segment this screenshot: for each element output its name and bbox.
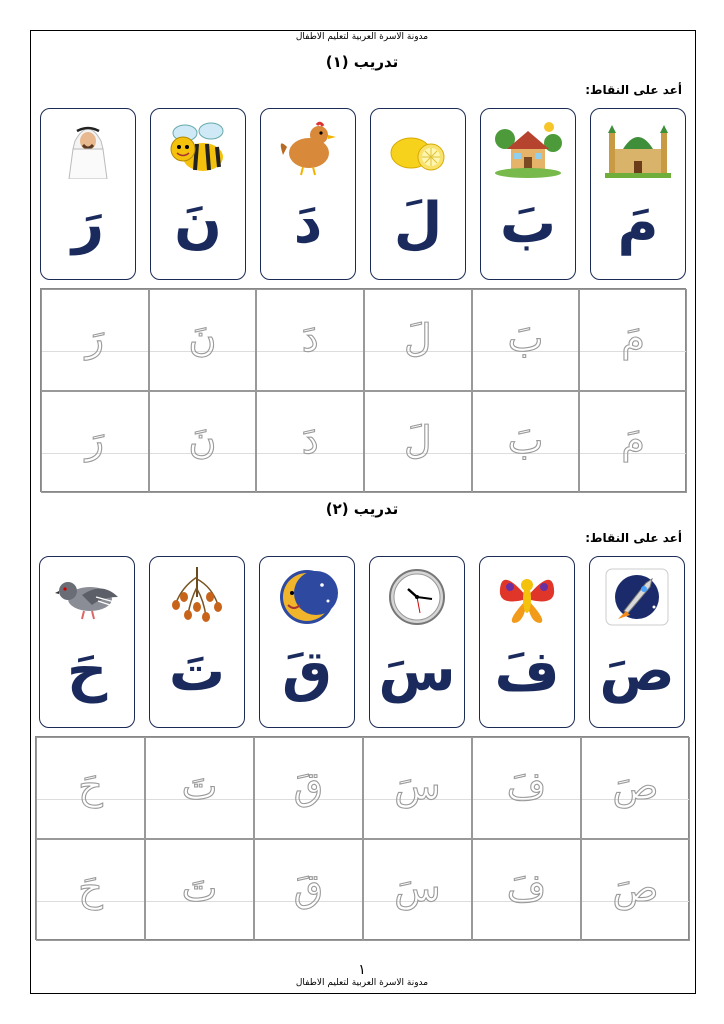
dotted-letter: نَ <box>188 418 217 463</box>
dotted-letter: بَ <box>507 418 544 463</box>
dotted-letter: صَ <box>612 866 659 911</box>
man-icon <box>53 119 123 179</box>
dotted-letter: مَ <box>621 418 645 463</box>
letter-card <box>260 108 356 280</box>
dotted-letter: دَ <box>301 418 319 463</box>
dotted-letter: رَ <box>85 418 104 463</box>
chicken-icon <box>273 119 343 179</box>
card-letter: فَ <box>494 639 560 704</box>
dotted-letter: تَ <box>181 764 218 809</box>
letter-card <box>590 108 686 280</box>
tracing-cell[interactable] <box>256 289 364 391</box>
clock-icon <box>382 567 452 627</box>
section-1-instruction: أعد على النقاط: <box>585 83 682 97</box>
lemon-icon <box>383 119 453 179</box>
tracing-cell[interactable] <box>579 289 687 391</box>
tracing-cell[interactable] <box>149 391 257 493</box>
dotted-letter: لَ <box>404 316 432 361</box>
dotted-letter: تَ <box>181 866 218 911</box>
tracing-cell[interactable] <box>579 391 687 493</box>
dotted-letter: مَ <box>621 316 645 361</box>
dates-icon <box>162 567 232 627</box>
footer-blog-name: مدونة الاسرة العربية لتعليم الاطفال <box>295 978 429 988</box>
tracing-cell[interactable] <box>363 737 472 839</box>
letter-card <box>370 108 466 280</box>
house-icon <box>493 119 563 179</box>
tracing-cell[interactable] <box>149 289 257 391</box>
tracing-cell[interactable] <box>472 289 580 391</box>
header-blog-name: مدونة الاسرة العربية لتعليم الاطفال <box>295 32 429 42</box>
tracing-cell[interactable] <box>472 737 581 839</box>
dotted-letter: فَ <box>506 866 547 911</box>
letter-card <box>259 556 355 728</box>
section-2-instruction: أعد على النقاط: <box>585 531 682 545</box>
butterfly-icon <box>492 567 562 627</box>
dotted-letter: دَ <box>301 316 319 361</box>
card-letter: صَ <box>599 639 675 704</box>
dotted-letter: صَ <box>612 764 659 809</box>
card-letter: بَ <box>499 191 557 256</box>
dotted-letter: بَ <box>507 316 544 361</box>
dotted-letter: نَ <box>188 316 217 361</box>
dotted-letter: قَ <box>293 866 324 911</box>
card-letter: قَ <box>281 639 333 704</box>
bee-icon <box>163 119 233 179</box>
tracing-cell[interactable] <box>36 839 145 941</box>
tracing-cell[interactable] <box>41 289 149 391</box>
tracing-cell[interactable] <box>145 737 254 839</box>
card-letter: رَ <box>71 191 105 256</box>
dotted-letter: رَ <box>85 316 104 361</box>
card-letter: لَ <box>393 191 443 256</box>
dotted-letter: سَ <box>394 764 441 809</box>
letter-card <box>589 556 685 728</box>
rocket-icon <box>602 567 672 627</box>
letter-card <box>149 556 245 728</box>
card-letter: تَ <box>168 639 226 704</box>
card-letter: حَ <box>66 639 108 704</box>
tracing-cell[interactable] <box>254 839 363 941</box>
letter-card <box>39 556 135 728</box>
moon-icon <box>272 567 342 627</box>
card-letter: نَ <box>174 191 222 256</box>
dotted-letter: لَ <box>404 418 432 463</box>
tracing-cell[interactable] <box>256 391 364 493</box>
tracing-cell[interactable] <box>364 391 472 493</box>
section-2-tracing-grid <box>35 736 689 940</box>
section-2-title: تدريب (٢) <box>325 500 399 518</box>
card-letter: سَ <box>378 639 456 704</box>
card-letter: دَ <box>293 191 323 256</box>
letter-card <box>369 556 465 728</box>
letter-card <box>40 108 136 280</box>
mosque-icon <box>603 119 673 179</box>
dotted-letter: حَ <box>78 866 103 911</box>
card-letter: مَ <box>617 191 659 256</box>
pigeon-icon <box>52 567 122 627</box>
tracing-cell[interactable] <box>472 391 580 493</box>
section-1-title: تدريب (١) <box>325 53 399 71</box>
tracing-cell[interactable] <box>145 839 254 941</box>
tracing-cell[interactable] <box>363 839 472 941</box>
tracing-cell[interactable] <box>36 737 145 839</box>
letter-card <box>480 108 576 280</box>
tracing-cell[interactable] <box>364 289 472 391</box>
letter-card <box>150 108 246 280</box>
tracing-cell[interactable] <box>254 737 363 839</box>
dotted-letter: فَ <box>506 764 547 809</box>
page-number: ١ <box>358 962 366 978</box>
dotted-letter: سَ <box>394 866 441 911</box>
tracing-cell[interactable] <box>581 839 690 941</box>
tracing-cell[interactable] <box>581 737 690 839</box>
dotted-letter: حَ <box>78 764 103 809</box>
letter-card <box>479 556 575 728</box>
tracing-cell[interactable] <box>472 839 581 941</box>
dotted-letter: قَ <box>293 764 324 809</box>
tracing-cell[interactable] <box>41 391 149 493</box>
section-1-tracing-grid <box>40 288 686 492</box>
